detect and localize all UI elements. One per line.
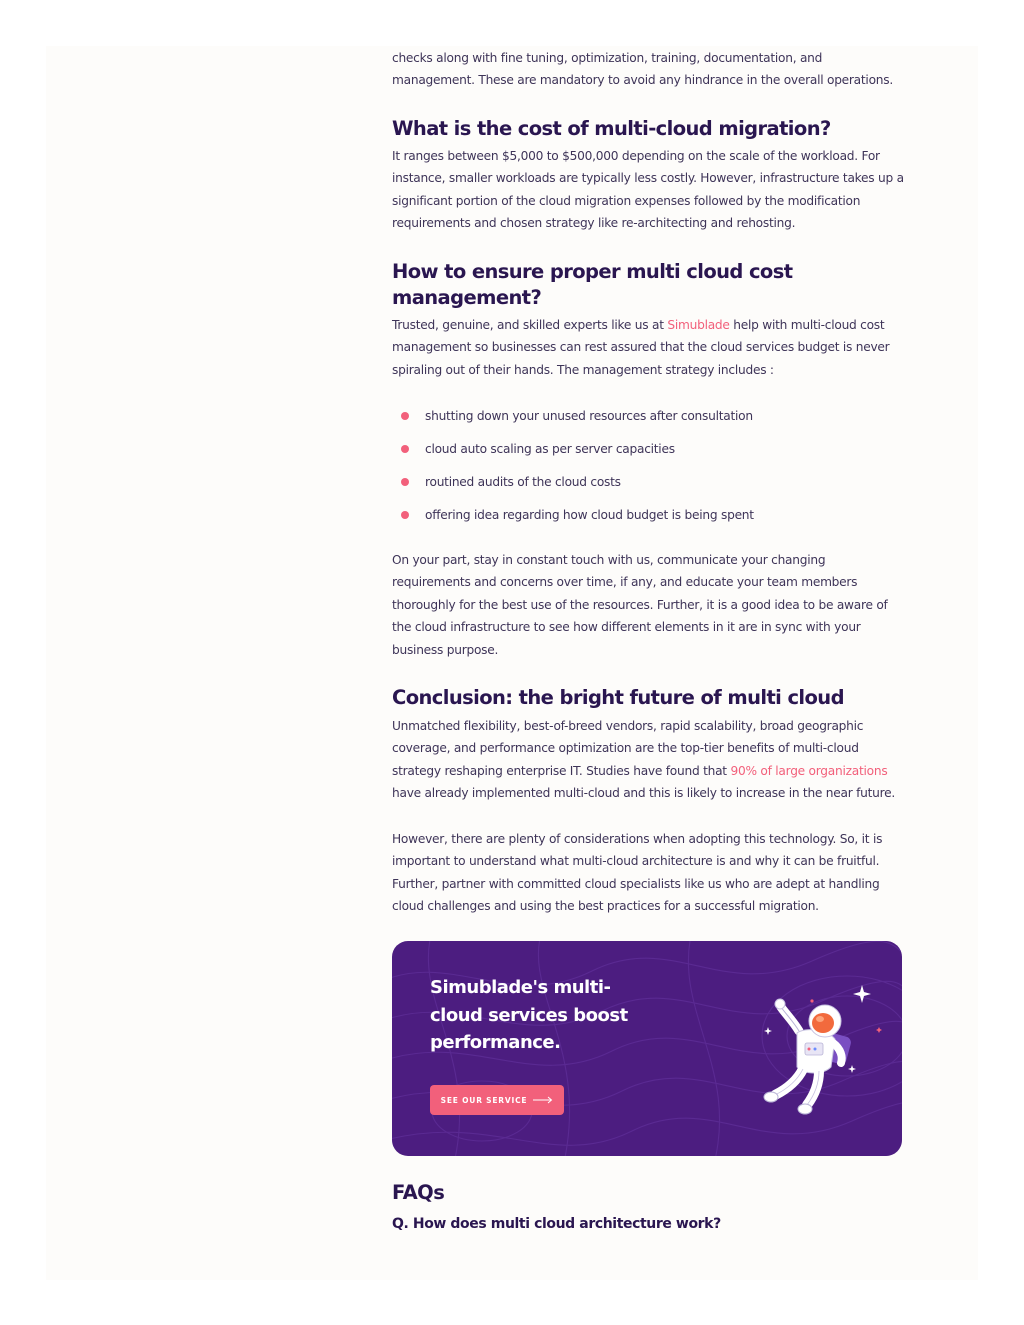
list-item [392,471,912,504]
heading-line: How to ensure proper multi cloud cost [392,260,793,283]
paragraph-line: thoroughly for the best use of the resources. Further, it is a good idea to be aware of [392,597,888,612]
management-text: help with multi-cloud cost [729,318,885,332]
see-our-service-button[interactable] [430,1085,564,1115]
button-label: SEE OUR SERVICE [440,1095,528,1105]
heading-line: management? [392,286,542,309]
bullet-dot [401,511,409,519]
banner-title [430,974,670,1057]
management-line: spiraling out of their hands. The management strategy includes : [392,362,774,377]
sparkle-icon [848,1065,856,1073]
paragraph-line: cloud challenges and using the best practices for a successful migration. [392,899,819,914]
paragraph-line: the cloud infrastructure to see how different elements in it are in sync with your [392,620,861,635]
paragraph-line: important to understand what multi-cloud architecture is and why it can be fruitful. [392,854,880,869]
arrow-right-icon [533,1096,553,1104]
faq-question[interactable]: Q. How does multi cloud architecture work? [392,1216,721,1232]
section-heading-conclusion: Conclusion: the bright future of multi cloud [392,686,844,709]
paragraph-line: Further, partner with committed cloud specialists like us who are adept at handling [392,876,880,891]
list-item-text: routined audits of the cloud costs [425,475,621,489]
intro-line: checks along with fine tuning, optimization, training, documentation, and [392,51,823,65]
promo-banner [392,941,902,1156]
cost-line: requirements and chosen strategy like re-architecting and rehosting. [392,216,796,231]
conclusion-paragraph [392,715,912,805]
cost-line: significant portion of the cloud migration expenses followed by the modification [392,193,861,208]
bullet-dot [401,478,409,486]
management-paragraph [392,314,912,381]
star-icon [810,999,813,1002]
list-item-text: offering idea regarding how cloud budget is being spent [425,508,754,522]
considerations-paragraph [392,828,912,918]
list-item [392,438,912,471]
management-line [392,314,912,336]
sparkle-icon [853,985,871,1003]
sparkle-icon [764,1027,772,1035]
intro-line: management. These are mandatory to avoid any hindrance in the overall operations. [392,73,893,88]
cost-strategy-list [392,405,912,537]
intro-paragraph [392,47,912,92]
banner-title-line: cloud services boost [430,1004,628,1026]
section-heading-management [392,259,912,311]
your-part-paragraph [392,549,912,661]
paragraph-line: On your part, stay in constant touch with us, communicate your changing [392,553,826,567]
paragraph-line: have already implemented multi-cloud and this is likely to increase in the near future. [392,786,896,801]
paragraph-line: requirements and concerns over time, if any, and educate your team members [392,575,858,590]
list-item [392,504,912,537]
cost-line: It ranges between $5,000 to $500,000 depending on the scale of the workload. For [392,149,880,163]
bullet-dot [401,445,409,453]
paragraph-line: business purpose. [392,642,499,657]
paragraph-line: However, there are plenty of considerations when adopting this technology. So, it is [392,832,883,846]
cost-line: instance, smaller workloads are typically less costly. However, infrastructure takes up a [392,171,904,186]
list-item [392,405,912,438]
faq-title: FAQs [392,1181,445,1204]
management-line: management so businesses can rest assured that the cloud services budget is never [392,340,890,355]
article-page [46,46,978,1280]
list-item-text: cloud auto scaling as per server capacities [425,442,675,456]
section-heading-cost: What is the cost of multi-cloud migration? [392,117,831,140]
paragraph-line: Unmatched flexibility, best-of-breed vendors, rapid scalability, broad geographic [392,719,864,733]
bullet-dot [401,412,409,420]
paragraph-line: coverage, and performance optimization are the top-tier benefits of multi-cloud [392,741,859,756]
astronaut-illustration [757,983,882,1118]
list-item-text: shutting down your unused resources after consultation [425,409,753,423]
paragraph-line [392,760,912,782]
banner-title-line: performance. [430,1032,561,1053]
paragraph-text: strategy reshaping enterprise IT. Studies have found that [392,763,731,778]
statistic-link[interactable]: 90% of large organizations [730,763,888,778]
simublade-link[interactable]: Simublade [667,318,730,332]
cost-paragraph [392,145,912,235]
sparkle-icon [876,1027,882,1033]
banner-title-line: Simublade's multi- [430,977,611,998]
management-text: Trusted, genuine, and skilled experts like us at [392,318,668,332]
